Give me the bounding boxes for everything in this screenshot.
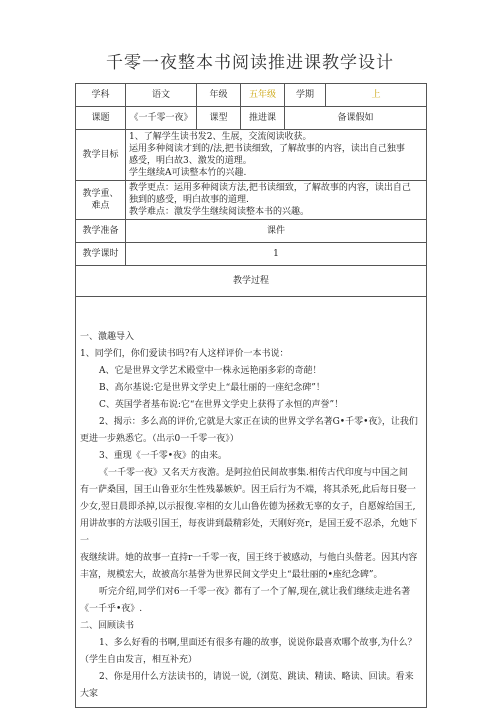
header-row-2	[76, 107, 427, 130]
subject-label: 学科	[76, 84, 126, 107]
hours-label: 教学课时	[76, 243, 126, 266]
paragraph: 1、同学们，你们爱读书吗?有人这样评价一本书说：	[80, 349, 289, 359]
process-content	[76, 297, 427, 708]
quote-c: C、英国学者基布说:它“在世界文学史上获得了永恒的声誉”！	[99, 400, 344, 410]
goals-row	[76, 130, 427, 181]
paragraph: 《一千乎•夜》.	[80, 604, 143, 614]
term-label: 学期	[285, 84, 326, 107]
prep-value: 课件	[126, 220, 427, 243]
hours-value: 1	[126, 243, 427, 266]
goal-line: 运用多种阅读才到的/法,把书读细致，了解故事的内容，读出自己独事	[129, 144, 405, 154]
grade-label: 年级	[197, 84, 241, 107]
paragraph: 3、重现《一千零•夜》的由来。	[99, 451, 228, 461]
paragraph: 听完介绍,同学们对6一千零一夜》都有了一个了解,现在,就让我们继续走进名著	[99, 587, 411, 597]
subject-value: 语文	[126, 84, 197, 107]
goal-line: 感受，明白故3、激发的道理。	[129, 156, 252, 166]
story-line: 有一萨桑国，国王山鲁亚尔生性残暴嫉妒。因王后行为不端，将其杀死,此后每日娶一	[80, 485, 416, 495]
focus-line: 教学更点：运用多种阅读方法,把书读细致，了解故事的内容，读出自己	[129, 183, 411, 193]
goal-line: 1、了解学生读书发2、生展，交流阅读收获。	[129, 132, 312, 142]
question-note: （学生自由发言，相互补充）	[80, 655, 198, 665]
question: 1、多么好看的书啊,里面还有很多有趣的故事，说说你最喜欢哪个故事,为什么？	[99, 638, 417, 648]
focus-content	[126, 181, 427, 220]
paragraph: 更进一步熟悉它。（出示0一千零一夜》）	[80, 434, 239, 444]
goal-line: 学生继续A可读整本竹的兴趣.	[129, 168, 247, 178]
type-label: 课型	[197, 107, 241, 130]
prep-note: 备课假如	[285, 107, 427, 130]
focus-label: 教学重、难点	[76, 181, 126, 220]
process-content-row	[76, 297, 427, 708]
goals-label: 教学目标	[76, 130, 126, 181]
focus-line: 教学难点：激发学生继续阅读整本书的兴趣。	[129, 207, 310, 217]
focus-line: 独到的感受，明白故事的道理.	[129, 195, 249, 205]
question: 2、你是用什么方法读书的，请说一说,（浏览、跳读、精读、略读、回读。看来大家	[80, 672, 414, 699]
section-heading: 二、回顾读书	[80, 621, 135, 631]
focus-row	[76, 181, 427, 220]
quote-a: A、它是世界文学艺术殿堂中一株永远艳丽多彩的奇葩！	[99, 366, 322, 376]
process-header-row	[76, 266, 427, 297]
story-line: 少女,翌日晨即杀掉,以示报復.宰相的女儿山鲁佐德为拯救无辜的女子，自愿嫁给国王,	[80, 502, 416, 512]
term-value: 上	[326, 84, 427, 107]
prep-row	[76, 220, 427, 243]
topic-value: 《一千零一夜》	[126, 107, 197, 130]
paragraph: 2、揭示：多么高的评价,它就是大家正在读的世界文学名著G•千零•夜》，让我们	[99, 417, 418, 427]
lesson-plan-table	[75, 83, 427, 708]
quote-b: B、高尔基说:它是世界文学史上“最壮丽的一座纪念碑”！	[99, 383, 325, 393]
story-line: 夜继续讲。她的故事一直持r一千零一夜，国王终于被感动，与他白头偕老。因其内容	[80, 553, 418, 563]
process-label: 教学过程	[76, 266, 427, 297]
story-line: 丰富，规模宏大，故被高尔基誉为世界民间文学史上“最壮丽的•座纪念碑”。	[80, 570, 383, 580]
goals-content	[126, 130, 427, 181]
hours-row	[76, 243, 427, 266]
story-line: 《一千零一夜》又名天方夜澹。是阿拉伯民间故事集.相传古代印度与中国之间	[99, 468, 408, 478]
story-line: 用讲故事的方法吸引国王，每夜讲到最精彩处，天刚好亮r，是国王爱不忍杀，允她下一	[80, 519, 418, 546]
document-title: 千零一夜整本书阅读推进课教学设计	[106, 53, 394, 73]
topic-label: 课题	[76, 107, 126, 130]
header-row-1	[76, 84, 427, 107]
prep-label: 教学准备	[76, 220, 126, 243]
type-value: 推进课	[241, 107, 285, 130]
section-heading: 一、激趣导入	[80, 332, 135, 342]
grade-value: 五年级	[241, 84, 285, 107]
